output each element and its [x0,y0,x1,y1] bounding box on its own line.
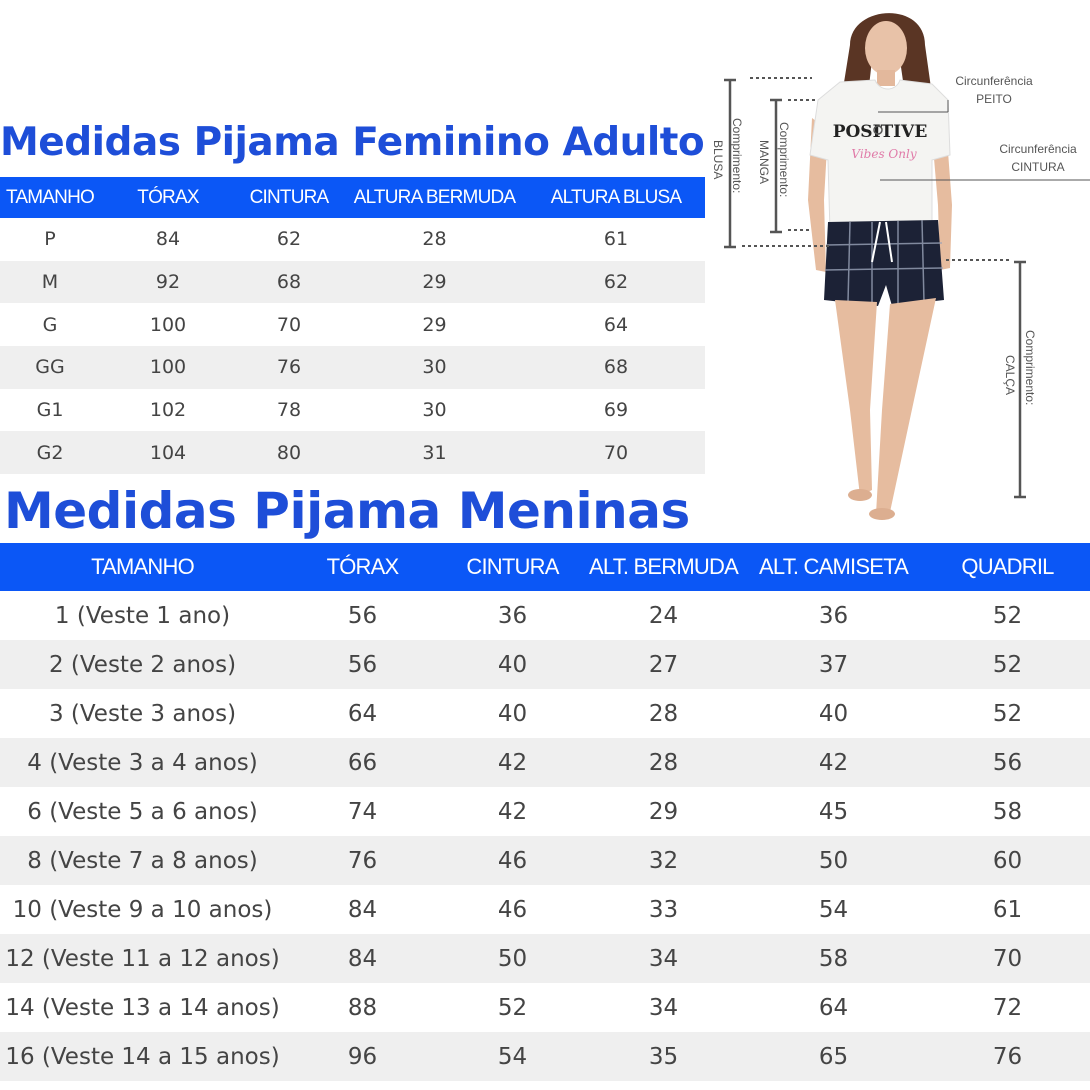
table-cell: 40 [497,700,528,727]
table-cell: 29 [648,798,679,825]
table-row [0,346,705,389]
table-cell: 69 [603,399,629,422]
table-cell: 72 [992,994,1023,1021]
chest-label-sub: PEITO [976,92,1012,106]
table-cell: 52 [497,994,528,1021]
table-cell: GG [0,346,100,389]
blouse-length-label: Comprimento: [730,118,744,194]
shirt-print-subtext: Vibes Only [851,147,917,161]
column-header: TÓRAX [100,177,236,218]
table-cell: 68 [236,261,342,304]
table-cell: 56 [347,602,378,629]
table-cell: 78 [276,399,302,422]
table-cell: 28 [648,700,679,727]
table-cell: M [0,261,100,304]
column-header: CINTURA [236,177,342,218]
table-cell: 46 [440,836,585,885]
table-cell: 28 [422,228,447,251]
table-cell: 100 [100,346,236,389]
column-header: ALTURA BLUSA [527,177,705,218]
table-row [0,983,1090,1032]
table-cell: 74 [347,798,378,825]
right-foot-shape [869,508,895,520]
table-cell: 31 [342,431,527,474]
table-cell: 1 (Veste 1 ano) [54,602,231,629]
column-header: ALTURA BERMUDA [342,177,527,218]
table-cell: G2 [0,431,100,474]
table-cell: 8 (Veste 7 a 8 anos) [0,836,285,885]
table-cell: 33 [648,896,679,923]
table-row [0,389,705,432]
waist-label: Circunferência [999,142,1077,156]
table-cell: 64 [603,313,629,336]
table-cell: 4 (Veste 3 a 4 anos) [0,738,285,787]
table-cell: 3 (Veste 3 anos) [48,700,237,727]
table-cell: 61 [992,896,1023,923]
table-cell: 54 [818,896,849,923]
table-cell: 28 [585,738,742,787]
table-cell: 54 [440,1032,585,1081]
table-cell: 40 [440,640,585,689]
table-cell: 76 [925,1032,1090,1081]
table-cell: 29 [422,313,447,336]
table-cell: 65 [742,1032,925,1081]
table-cell: 64 [818,994,849,1021]
shirt-print-text: POSITIVE [832,122,928,142]
girls-size-table [0,543,1090,1081]
column-header: QUADRIL [925,543,1090,591]
table-row [0,218,705,261]
column-header: TÓRAX [285,543,440,591]
table-cell: 27 [585,640,742,689]
sleeve-length-label-sub: MANGA [757,140,771,185]
table-cell: 40 [818,700,849,727]
column-header: TAMANHO [0,177,100,218]
table-row [0,738,1090,787]
table-row [0,431,705,474]
table-cell: 56 [285,640,440,689]
left-leg-shape [835,300,877,496]
table-cell: P [44,228,56,251]
table-cell: 42 [497,798,528,825]
table-cell: 56 [925,738,1090,787]
model-measurement-illustration [700,0,1090,530]
table-cell: G [42,313,58,336]
table-cell: 16 (Veste 14 a 15 anos) [0,1032,285,1081]
column-header: ALT. BERMUDA [585,543,742,591]
table-cell: 45 [818,798,849,825]
table-cell: 60 [925,836,1090,885]
column-header: ALT. CAMISETA [742,543,925,591]
waist-label-sub: CINTURA [1011,160,1065,174]
adult-size-table [0,177,705,474]
table-cell: 34 [648,994,679,1021]
table-cell: 34 [585,934,742,983]
table-cell: 76 [236,346,342,389]
table-cell: 58 [742,934,925,983]
column-header: CINTURA [440,543,585,591]
table-cell: 102 [149,399,187,422]
table-row [0,1032,1090,1081]
table-cell: 104 [100,431,236,474]
table-cell: 52 [992,602,1023,629]
table-cell: 70 [276,313,302,336]
table-header-row [0,543,1090,591]
table-cell: 46 [497,896,528,923]
table-cell: 35 [585,1032,742,1081]
table-cell: 66 [285,738,440,787]
column-header: TAMANHO [0,543,285,591]
table-row [0,591,1090,640]
blouse-length-label-sub: BLUSA [711,140,725,180]
neck-shape [877,70,895,86]
chest-label: Circunferência [955,74,1033,88]
table-cell: 36 [497,602,528,629]
table-cell: 30 [422,399,447,422]
table-cell: 50 [742,836,925,885]
table-cell: 24 [648,602,679,629]
table-cell: 29 [342,261,527,304]
table-cell: 80 [236,431,342,474]
table-cell: 36 [818,602,849,629]
table-cell: 50 [440,934,585,983]
table-cell: 84 [155,228,181,251]
table-cell: 2 (Veste 2 anos) [0,640,285,689]
table-row [0,885,1090,934]
table-cell: 30 [342,346,527,389]
table-cell: 12 (Veste 11 a 12 anos) [0,934,285,983]
table-cell: 84 [285,934,440,983]
table-cell: 52 [992,700,1023,727]
table-cell: 70 [925,934,1090,983]
table-cell: G1 [36,399,64,422]
girls-size-title: Medidas Pijama Meninas [4,482,690,540]
table-header-row [0,177,705,218]
table-cell: 37 [742,640,925,689]
table-cell: 42 [742,738,925,787]
table-cell: 76 [285,836,440,885]
table-cell: 62 [276,228,302,251]
table-row [0,689,1090,738]
adult-size-title: Medidas Pijama Feminino Adulto [0,120,705,165]
table-row [0,261,705,304]
table-row [0,836,1090,885]
table-row [0,303,705,346]
table-cell: 64 [347,700,378,727]
table-cell: 58 [992,798,1023,825]
table-cell: 92 [100,261,236,304]
table-cell: 32 [585,836,742,885]
table-cell: 52 [925,640,1090,689]
table-cell: 96 [285,1032,440,1081]
table-row [0,787,1090,836]
table-cell: 100 [149,313,187,336]
table-cell: 62 [527,261,705,304]
table-cell: 68 [527,346,705,389]
face-shape [865,21,907,75]
left-foot-shape [848,489,872,501]
table-cell: 42 [440,738,585,787]
table-cell: 14 (Veste 13 a 14 anos) [5,994,280,1021]
table-cell: 84 [347,896,378,923]
table-row [0,934,1090,983]
table-cell: 10 (Veste 9 a 10 anos) [12,896,273,923]
plaid-shorts-shape [824,220,944,306]
table-cell: 61 [603,228,629,251]
pants-length-label-sub: CALÇA [1003,355,1017,396]
sleeve-length-label: Comprimento: [777,122,791,198]
pants-length-label: Comprimento: [1023,330,1037,406]
table-cell: 70 [527,431,705,474]
table-row [0,640,1090,689]
table-cell: 6 (Veste 5 a 6 anos) [27,798,258,825]
right-leg-shape [876,298,936,514]
table-cell: 88 [347,994,378,1021]
